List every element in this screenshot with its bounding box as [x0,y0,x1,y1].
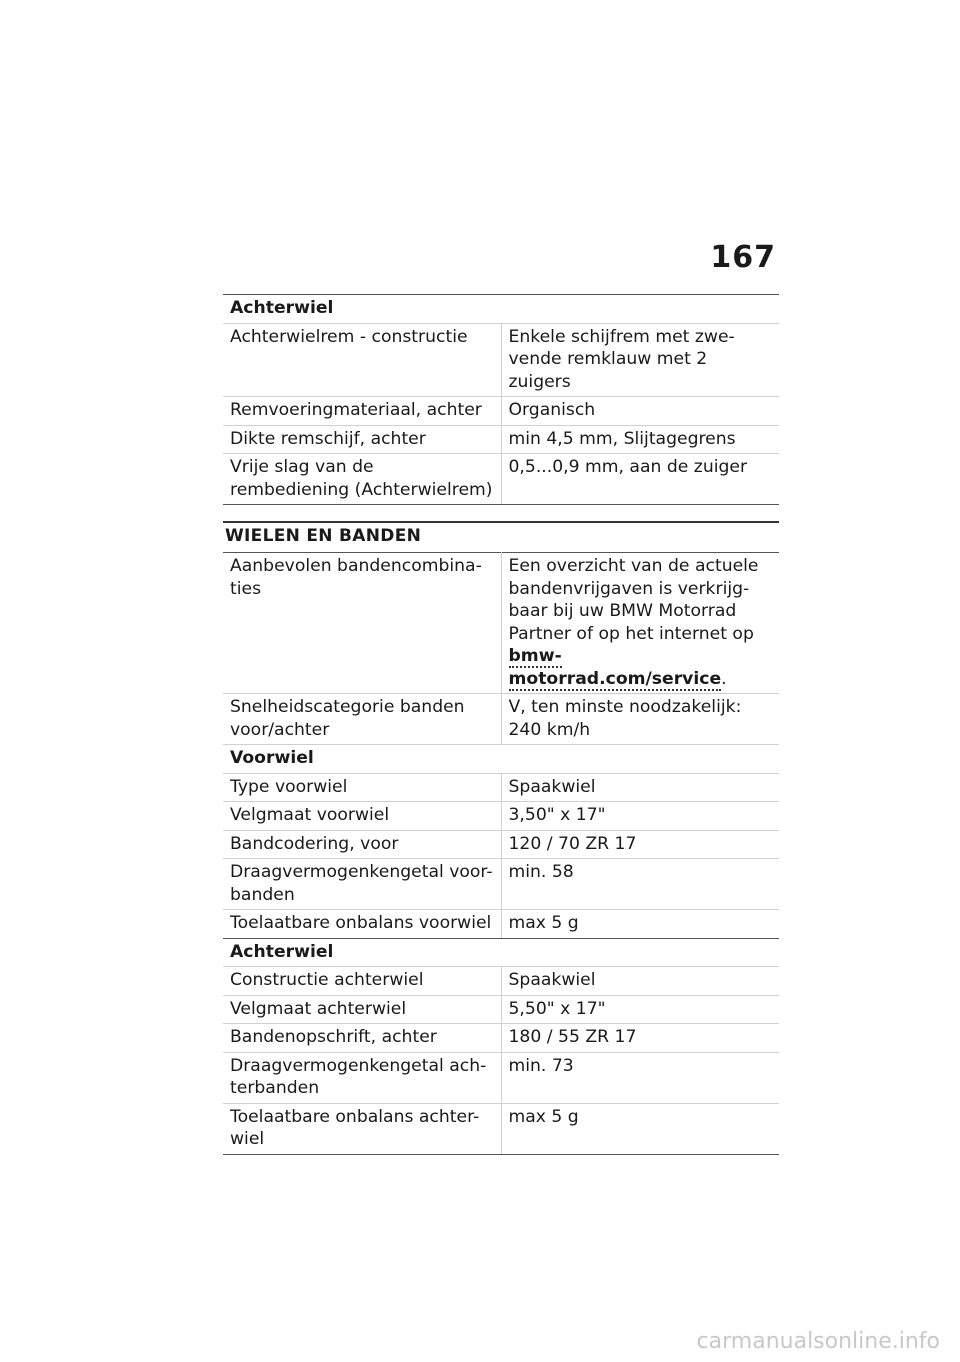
rear-wheel-heading: Achterwiel [223,938,779,967]
spec-value: 120 / 70 ZR 17 [501,830,779,859]
spec-value: 180 / 55 ZR 17 [501,1024,779,1053]
table-row [223,995,779,1024]
table-row [223,323,779,397]
table-row [223,1024,779,1053]
spec-label: Dikte remschijf, achter [223,425,501,454]
spec-value: Organisch [501,397,779,426]
table-row [223,1103,779,1154]
spec-label: Constructie achterwiel [223,967,501,996]
page-number: 167 [710,240,776,275]
spec-label: Toelaatbare onbalans voorwiel [223,910,501,939]
spec-value: Spaakwiel [501,967,779,996]
spec-value: max 5 g [501,1103,779,1154]
service-link[interactable]: bmw-motorrad.com/service [508,646,722,689]
rear-brake-heading: Achterwiel [223,295,779,324]
spec-label: Aanbevolen bandencombina-ties [223,553,501,694]
spec-label: Bandenopschrift, achter [223,1024,501,1053]
spec-value: min. 58 [501,859,779,910]
table-row [223,454,779,505]
table-row [223,1052,779,1103]
table-row [223,773,779,802]
spec-label: Remvoeringmateriaal, achter [223,397,501,426]
table-row [223,425,779,454]
table-row [223,910,779,939]
table-row [223,967,779,996]
table-row [223,802,779,831]
rear-brake-table [223,294,779,505]
spec-value: 5,50" x 17" [501,995,779,1024]
spec-label: Type voorwiel [223,773,501,802]
spec-value: V, ten minste noodzakelijk: 240 km/h [501,694,779,745]
spec-value-text: Een overzicht van de actuele bandenvrijgaven is verkrijg-baar bij uw BMW Motorrad Partner of op het internet op [508,556,759,644]
spec-label: Velgmaat voorwiel [223,802,501,831]
table-row [223,859,779,910]
table-row [223,397,779,426]
spec-value: max 5 g [501,910,779,939]
table-row [223,830,779,859]
wheels-table [223,552,779,1155]
table-row [223,694,779,745]
spec-label: Vrije slag van de rembediening (Achterwielrem) [223,454,501,505]
spec-label: Draagvermogenkengetal voor-banden [223,859,501,910]
spec-label: Velgmaat achterwiel [223,995,501,1024]
spec-value: min 4,5 mm, Slijtagegrens [501,425,779,454]
spec-label: Snelheidscategorie banden voor/achter [223,694,501,745]
section-title: WIELEN EN BANDEN [223,521,779,552]
watermark: carmanualsonline.info [696,1329,940,1354]
spec-value: 0,5...0,9 mm, aan de zuiger [501,454,779,505]
spec-value: Spaakwiel [501,773,779,802]
spec-label: Toelaatbare onbalans achter-wiel [223,1103,501,1154]
spec-value: Enkele schijfrem met zwe-vende remklauw met 2 zuigers [501,323,779,397]
spec-label: Bandcodering, voor [223,830,501,859]
spec-value-suffix: . [721,668,727,689]
spec-value: 3,50" x 17" [501,802,779,831]
spec-value: min. 73 [501,1052,779,1103]
spec-label: Achterwielrem - constructie [223,323,501,397]
table-row [223,553,779,694]
spec-label: Draagvermogenkengetal ach-terbanden [223,1052,501,1103]
spec-content [223,294,779,1155]
spec-value [501,553,779,694]
front-wheel-heading: Voorwiel [223,745,779,774]
